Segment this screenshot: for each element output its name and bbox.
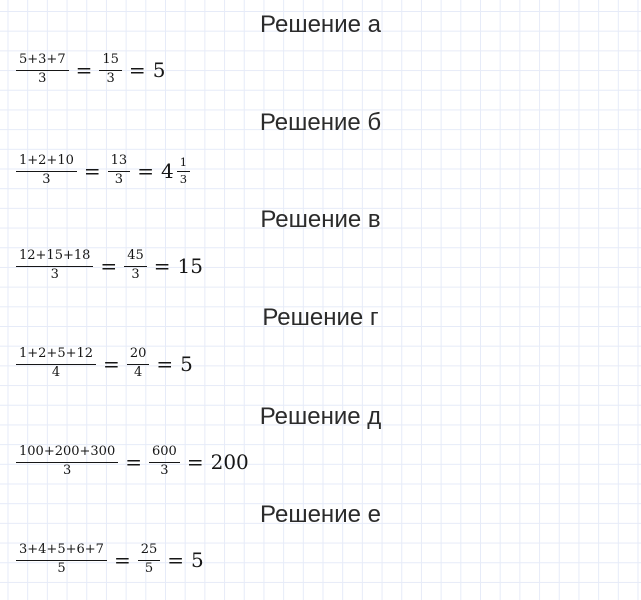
fraction-denominator: 4 [51, 365, 61, 380]
fraction-numerator: 1+2+5+12 [16, 347, 96, 365]
result-value: 15 [177, 254, 203, 278]
result-value: 5 [180, 352, 193, 376]
total-fraction [149, 445, 180, 478]
fraction-numerator: 5+3+7 [16, 53, 69, 71]
solution-title-a: Решение а [260, 11, 381, 38]
solution-formula-b [16, 149, 190, 193]
fraction-numerator: 600 [149, 445, 180, 463]
result-value: 5 [191, 548, 204, 572]
equals-sign: = [103, 352, 120, 376]
fraction-denominator: 3 [131, 267, 140, 282]
fraction-denominator: 3 [179, 172, 188, 186]
equals-sign: = [100, 254, 118, 278]
fraction-numerator: 13 [108, 154, 131, 172]
fraction-numerator: 100+200+300 [16, 445, 118, 463]
equals-sign: = [128, 58, 146, 82]
equals-sign: = [75, 58, 93, 82]
sum-fraction [16, 543, 107, 576]
solution-formula-v [16, 244, 203, 288]
equals-sign: = [153, 254, 171, 278]
result-whole-value: 4 [160, 159, 174, 183]
fraction-denominator: 3 [106, 71, 115, 86]
fraction-denominator: 3 [160, 463, 169, 478]
sum-fraction [16, 53, 69, 86]
fraction-numerator: 1+2+10 [16, 154, 77, 172]
fraction-denominator: 3 [114, 172, 124, 187]
total-fraction [138, 543, 161, 576]
solution-title-b: Решение б [259, 109, 382, 136]
solution-title-g: Решение г [262, 304, 379, 331]
fraction-denominator: 5 [57, 561, 66, 576]
sum-fraction [16, 445, 118, 478]
equals-sign: = [125, 450, 142, 474]
solution-title-e: Решение е [260, 501, 381, 528]
equals-sign: = [156, 352, 174, 376]
fraction-numerator: 25 [138, 543, 161, 561]
fraction-numerator: 1 [177, 156, 190, 172]
sum-fraction [16, 347, 96, 380]
solution-title-d: Решение д [259, 403, 382, 430]
solution-formula-d [16, 440, 249, 484]
sum-fraction [16, 154, 77, 187]
equals-sign: = [167, 548, 185, 572]
fraction-denominator: 3 [62, 463, 72, 478]
result-mixed-fraction [177, 156, 190, 185]
total-fraction [127, 347, 150, 380]
fraction-numerator: 45 [124, 249, 147, 267]
fraction-numerator: 15 [99, 53, 122, 71]
fraction-denominator: 3 [38, 71, 47, 86]
fraction-numerator: 3+4+5+6+7 [16, 543, 107, 561]
solution-formula-e [16, 538, 204, 582]
equals-sign: = [83, 159, 101, 183]
total-fraction [124, 249, 147, 282]
fraction-denominator: 3 [42, 172, 51, 187]
fraction-denominator: 3 [50, 267, 59, 282]
result-value: 5 [152, 58, 166, 82]
fraction-numerator: 20 [127, 347, 150, 365]
result-value: 200 [210, 450, 249, 474]
fraction-denominator: 5 [144, 561, 154, 576]
fraction-numerator: 12+15+18 [16, 249, 93, 267]
equals-sign: = [113, 548, 131, 572]
solution-title-v: Решение в [260, 206, 381, 233]
fraction-denominator: 4 [133, 365, 143, 380]
total-fraction [108, 154, 131, 187]
equals-sign: = [186, 450, 204, 474]
total-fraction [99, 53, 122, 86]
equals-sign: = [137, 159, 154, 183]
solution-formula-a [16, 48, 165, 92]
solution-formula-g [16, 342, 193, 386]
sum-fraction [16, 249, 93, 282]
